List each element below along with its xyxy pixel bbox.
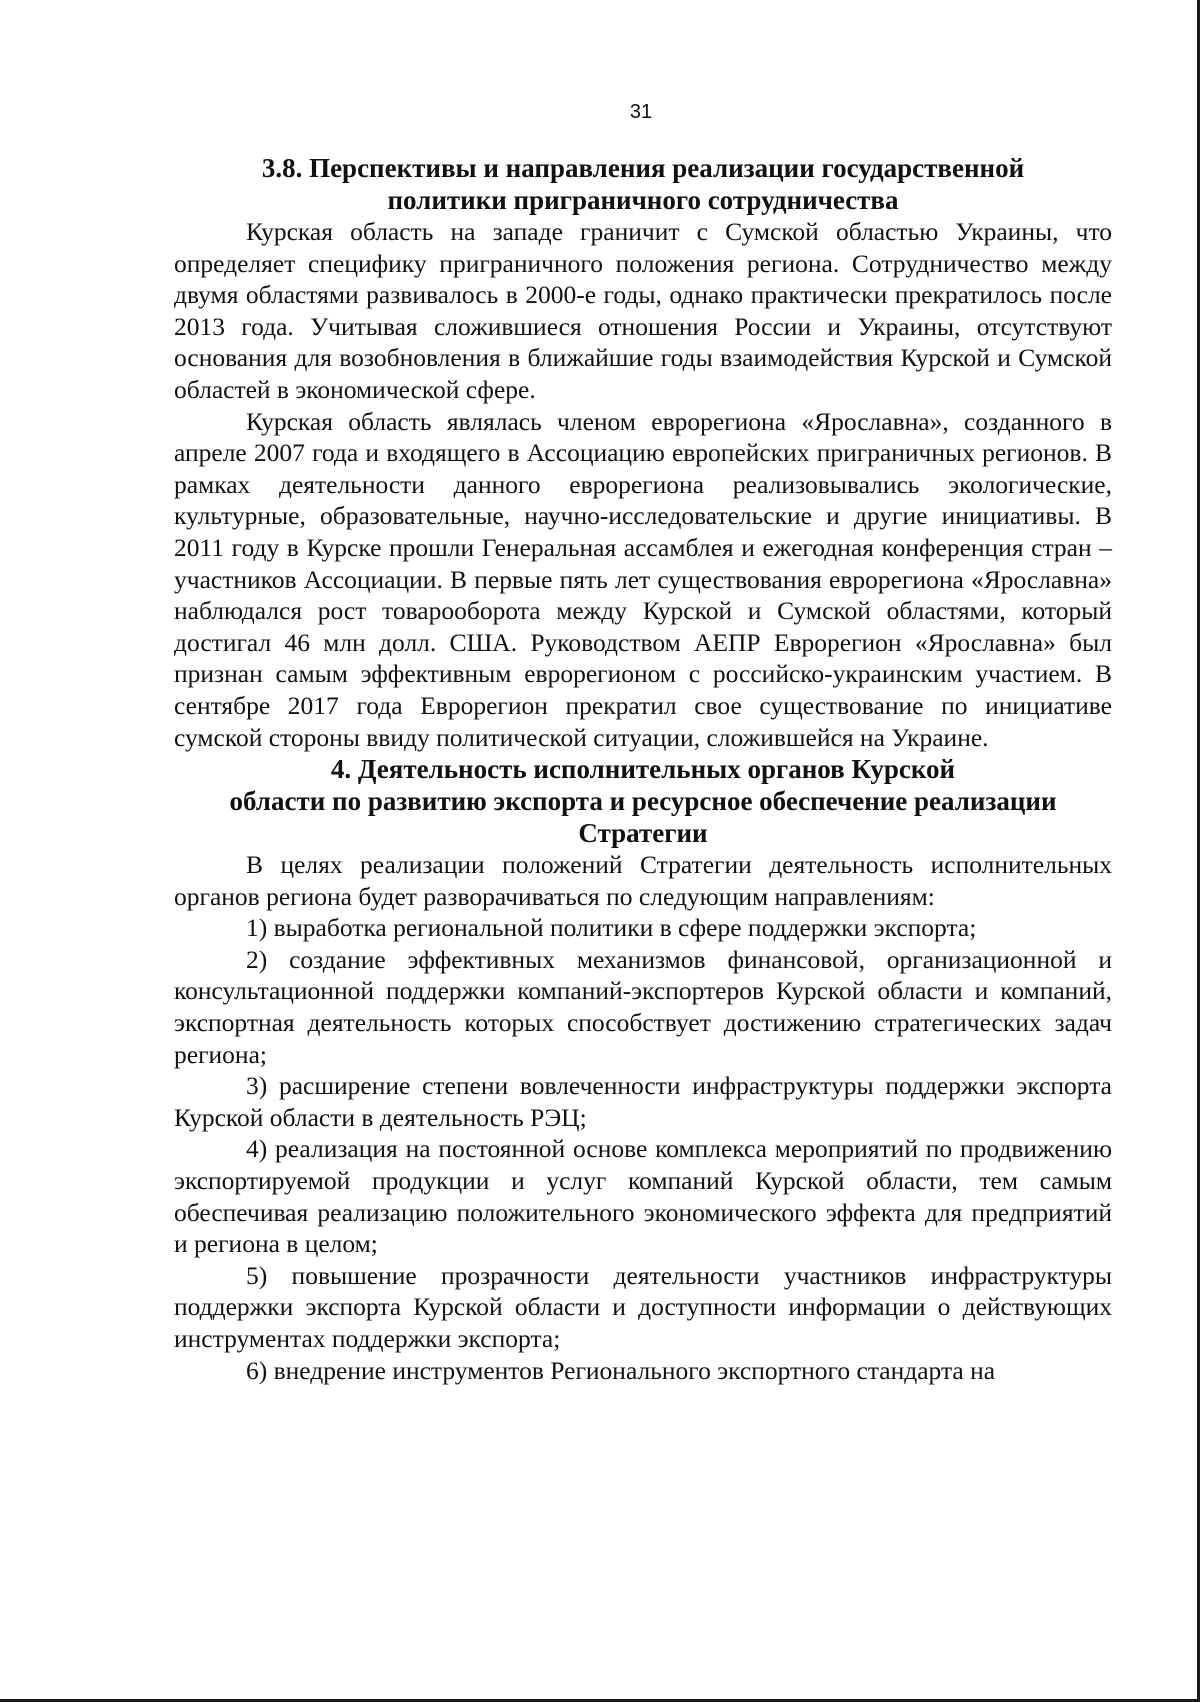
list-item: 4) реализация на постоянной основе комплекса мероприятий по продвижению экспортируемой продукции и услуг компаний Курской области, тем самым обеспечивая реализацию положительного экономического эффекта для предприятий и региона в целом; <box>174 1134 1112 1259</box>
paragraph: Курская область на западе граничит с Сумской областью Украины, что определяет специфику приграничного положения региона. Сотрудничество между двумя областями развивалось в 2000-е годы, однако практически прекратилось после 2013 года. Учитывая сложившиеся отношения России и Украины, отсутствуют основания для возобновления в ближайшие годы взаимодействия Курской и Сумской областей в экономической сфере. <box>174 217 1112 404</box>
heading-line: политики приграничного сотрудничества <box>387 185 899 215</box>
list-item: 1) выработка региональной политики в сфере поддержки экспорта; <box>246 913 977 943</box>
list-item: 6) внедрение инструментов Регионального экспортного стандарта на <box>246 1355 996 1385</box>
list-item: 5) повышение прозрачности деятельности участников инфраструктуры поддержки экспорта Курской области и доступности информации о действующих инструментах поддержки экспорта; <box>174 1260 1112 1353</box>
paragraph: В целях реализации положений Стратегии деятельность исполнительных органов региона будет разворачиваться по следующим направлениям: <box>174 850 1112 911</box>
list-item: 2) создание эффективных механизмов финансовой, организационной и консультационной поддержки компаний-экспортеров Курской области и компаний, экспортная деятельность которых способствует достижению стратегических задач региона; <box>174 944 1112 1069</box>
list-item: 3) расширение степени вовлеченности инфраструктуры поддержки экспорта Курской области в деятельность РЭЦ; <box>174 1071 1112 1132</box>
document-body <box>174 152 1112 1386</box>
heading-line: 3.8. Перспективы и направления реализации государственной <box>261 153 1025 183</box>
page-number: 31 <box>629 101 653 123</box>
section-4-heading <box>174 753 1112 849</box>
heading-line: 4. Деятельность исполнительных органов Курской <box>330 754 956 785</box>
heading-line: Стратегии <box>578 818 708 849</box>
section-3-8-heading <box>174 152 1112 216</box>
paragraph: Курская область являлась членом еврорегиона «Ярославна», созданного в апреле 2007 года и входящего в Ассоциацию европейских приграничных регионов. В рамках деятельности данного еврорегиона реализовывались экологические, культурные, образовательные, научно-исследовательские и другие инициативы. В 2011 году в Курске прошли Генеральная ассамблея и ежегодная конференция стран – участников Ассоциации. В первые пять лет существования еврорегиона «Ярославна» наблюдался рост товарооборота между Курской и Сумской областями, который достигал 46 млн долл. США. Руководством АЕПР Еврорегион «Ярославна» был признан самым эффективным еврорегионом с российско-украинским участием. В сентябре 2017 года Еврорегион прекратил свое существование по инициативе сумской стороны ввиду политической ситуации, сложившейся на Украине. <box>174 406 1112 752</box>
heading-line: области по развитию экспорта и ресурсное обеспечение реализации <box>229 786 1057 817</box>
